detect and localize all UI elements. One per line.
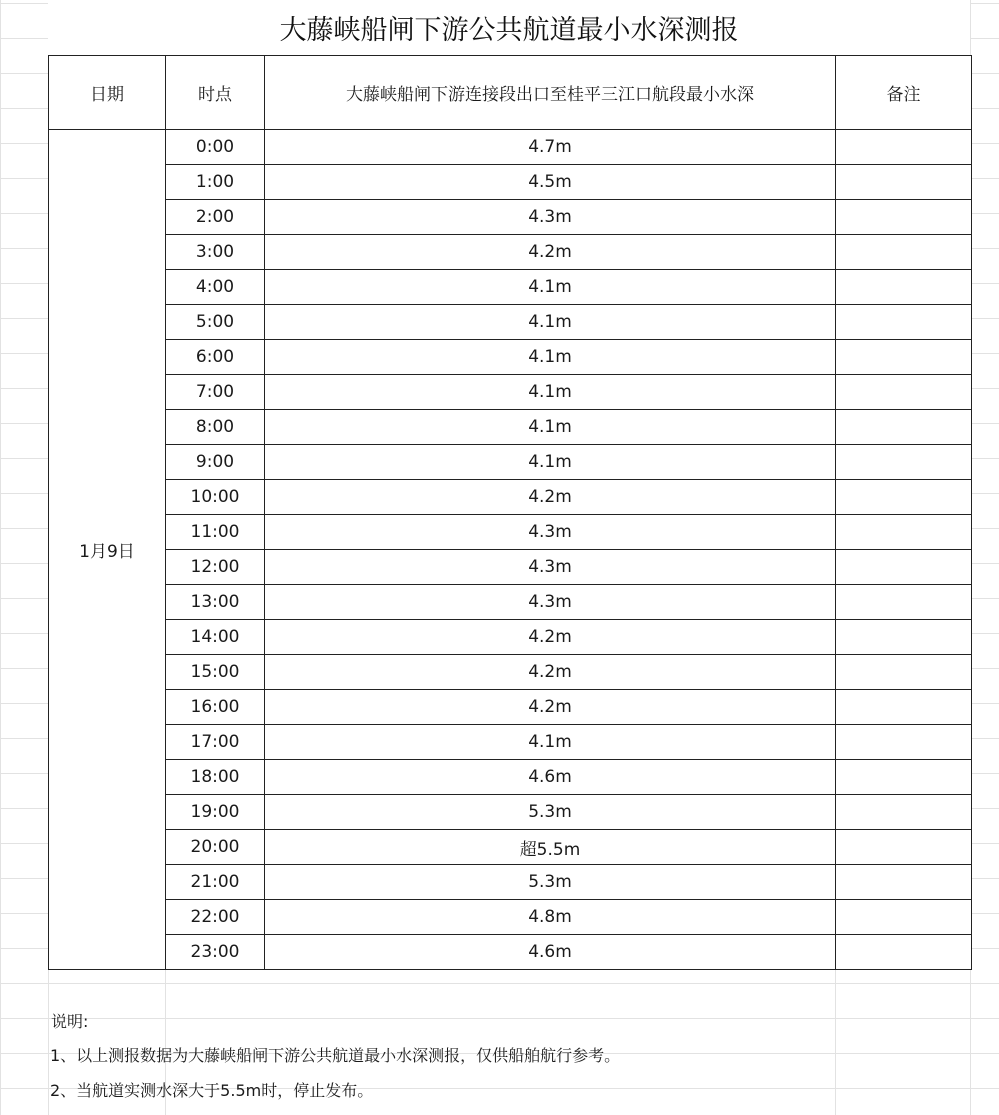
remark-cell[interactable] xyxy=(836,655,972,690)
table-row xyxy=(49,410,972,445)
depth-cell[interactable]: 4.6m xyxy=(265,935,836,970)
depth-cell[interactable]: 5.3m xyxy=(265,795,836,830)
table-row xyxy=(49,270,972,305)
remark-cell[interactable] xyxy=(836,900,972,935)
time-column-header[interactable]: 时点 xyxy=(166,56,265,130)
time-cell[interactable]: 18:00 xyxy=(166,760,265,795)
remark-cell[interactable] xyxy=(836,235,972,270)
remark-cell[interactable] xyxy=(836,375,972,410)
depth-cell[interactable]: 4.8m xyxy=(265,900,836,935)
table-row xyxy=(49,375,972,410)
table-row xyxy=(49,585,972,620)
time-cell[interactable]: 11:00 xyxy=(166,515,265,550)
depth-cell[interactable]: 4.1m xyxy=(265,410,836,445)
table-row xyxy=(49,900,972,935)
remark-cell[interactable] xyxy=(836,130,972,165)
table-row xyxy=(49,690,972,725)
table-row xyxy=(49,515,972,550)
table-row xyxy=(49,935,972,970)
depth-cell[interactable]: 4.1m xyxy=(265,725,836,760)
remark-cell[interactable] xyxy=(836,760,972,795)
time-cell[interactable]: 22:00 xyxy=(166,900,265,935)
depth-cell[interactable]: 4.3m xyxy=(265,515,836,550)
table-row xyxy=(49,760,972,795)
remark-column-header[interactable]: 备注 xyxy=(836,56,972,130)
depth-cell[interactable]: 4.5m xyxy=(265,165,836,200)
remark-cell[interactable] xyxy=(836,480,972,515)
depth-cell[interactable]: 4.6m xyxy=(265,760,836,795)
remark-cell[interactable] xyxy=(836,410,972,445)
time-cell[interactable]: 19:00 xyxy=(166,795,265,830)
note-item-2: 2、当航道实测水深大于5.5m时，停止发布。 xyxy=(50,1081,374,1100)
remark-cell[interactable] xyxy=(836,585,972,620)
time-cell[interactable]: 9:00 xyxy=(166,445,265,480)
table-header-row xyxy=(49,56,972,130)
depth-cell[interactable]: 4.1m xyxy=(265,375,836,410)
depth-cell[interactable]: 4.2m xyxy=(265,690,836,725)
remark-cell[interactable] xyxy=(836,795,972,830)
remark-cell[interactable] xyxy=(836,270,972,305)
table-row xyxy=(49,725,972,760)
table-row xyxy=(49,655,972,690)
remark-cell[interactable] xyxy=(836,515,972,550)
time-cell[interactable]: 5:00 xyxy=(166,305,265,340)
table-row xyxy=(49,235,972,270)
time-cell[interactable]: 0:00 xyxy=(166,130,265,165)
note-item-1: 1、以上测报数据为大藤峡船闸下游公共航道最小水深测报，仅供船舶航行参考。 xyxy=(50,1046,621,1065)
remark-cell[interactable] xyxy=(836,865,972,900)
table-row xyxy=(49,620,972,655)
table-row xyxy=(49,165,972,200)
page-title: 大藤峡船闸下游公共航道最小水深测报 xyxy=(48,0,971,55)
table-body xyxy=(49,130,972,970)
remark-cell[interactable] xyxy=(836,200,972,235)
remark-cell[interactable] xyxy=(836,305,972,340)
time-cell[interactable]: 15:00 xyxy=(166,655,265,690)
time-cell[interactable]: 6:00 xyxy=(166,340,265,375)
remark-cell[interactable] xyxy=(836,620,972,655)
table-row xyxy=(49,305,972,340)
remark-cell[interactable] xyxy=(836,830,972,865)
table-row xyxy=(49,795,972,830)
depth-cell[interactable]: 4.2m xyxy=(265,655,836,690)
depth-cell[interactable]: 4.3m xyxy=(265,585,836,620)
depth-cell[interactable]: 4.2m xyxy=(265,235,836,270)
time-cell[interactable]: 17:00 xyxy=(166,725,265,760)
time-cell[interactable]: 7:00 xyxy=(166,375,265,410)
time-cell[interactable]: 12:00 xyxy=(166,550,265,585)
time-cell[interactable]: 20:00 xyxy=(166,830,265,865)
time-cell[interactable]: 23:00 xyxy=(166,935,265,970)
depth-cell[interactable]: 4.3m xyxy=(265,550,836,585)
depth-cell[interactable]: 4.1m xyxy=(265,340,836,375)
depth-column-header[interactable]: 大藤峡船闸下游连接段出口至桂平三江口航段最小水深 xyxy=(265,56,836,130)
time-cell[interactable]: 13:00 xyxy=(166,585,265,620)
notes-title: 说明: xyxy=(51,1012,89,1031)
depth-report-table xyxy=(48,55,972,970)
table-row xyxy=(49,550,972,585)
depth-cell[interactable]: 4.2m xyxy=(265,620,836,655)
depth-cell[interactable]: 4.7m xyxy=(265,130,836,165)
depth-cell[interactable]: 4.1m xyxy=(265,270,836,305)
table-row xyxy=(49,865,972,900)
time-cell[interactable]: 21:00 xyxy=(166,865,265,900)
remark-cell[interactable] xyxy=(836,340,972,375)
depth-cell[interactable]: 4.1m xyxy=(265,305,836,340)
date-cell[interactable]: 1月9日 xyxy=(49,130,166,970)
depth-cell[interactable]: 4.1m xyxy=(265,445,836,480)
table-row xyxy=(49,830,972,865)
depth-cell[interactable]: 4.3m xyxy=(265,200,836,235)
remark-cell[interactable] xyxy=(836,550,972,585)
depth-cell[interactable]: 超5.5m xyxy=(265,830,836,865)
time-cell[interactable]: 2:00 xyxy=(166,200,265,235)
depth-cell[interactable]: 4.2m xyxy=(265,480,836,515)
table-row xyxy=(49,445,972,480)
time-cell[interactable]: 14:00 xyxy=(166,620,265,655)
table-row xyxy=(49,340,972,375)
remark-cell[interactable] xyxy=(836,690,972,725)
time-cell[interactable]: 10:00 xyxy=(166,480,265,515)
remark-cell[interactable] xyxy=(836,935,972,970)
remark-cell[interactable] xyxy=(836,165,972,200)
depth-cell[interactable]: 5.3m xyxy=(265,865,836,900)
time-cell[interactable]: 8:00 xyxy=(166,410,265,445)
time-cell[interactable]: 16:00 xyxy=(166,690,265,725)
table-row xyxy=(49,480,972,515)
table-row xyxy=(49,200,972,235)
time-cell[interactable]: 4:00 xyxy=(166,270,265,305)
table-row xyxy=(49,130,972,165)
remark-cell[interactable] xyxy=(836,445,972,480)
time-cell[interactable]: 1:00 xyxy=(166,165,265,200)
date-column-header[interactable]: 日期 xyxy=(49,56,166,130)
remark-cell[interactable] xyxy=(836,725,972,760)
time-cell[interactable]: 3:00 xyxy=(166,235,265,270)
